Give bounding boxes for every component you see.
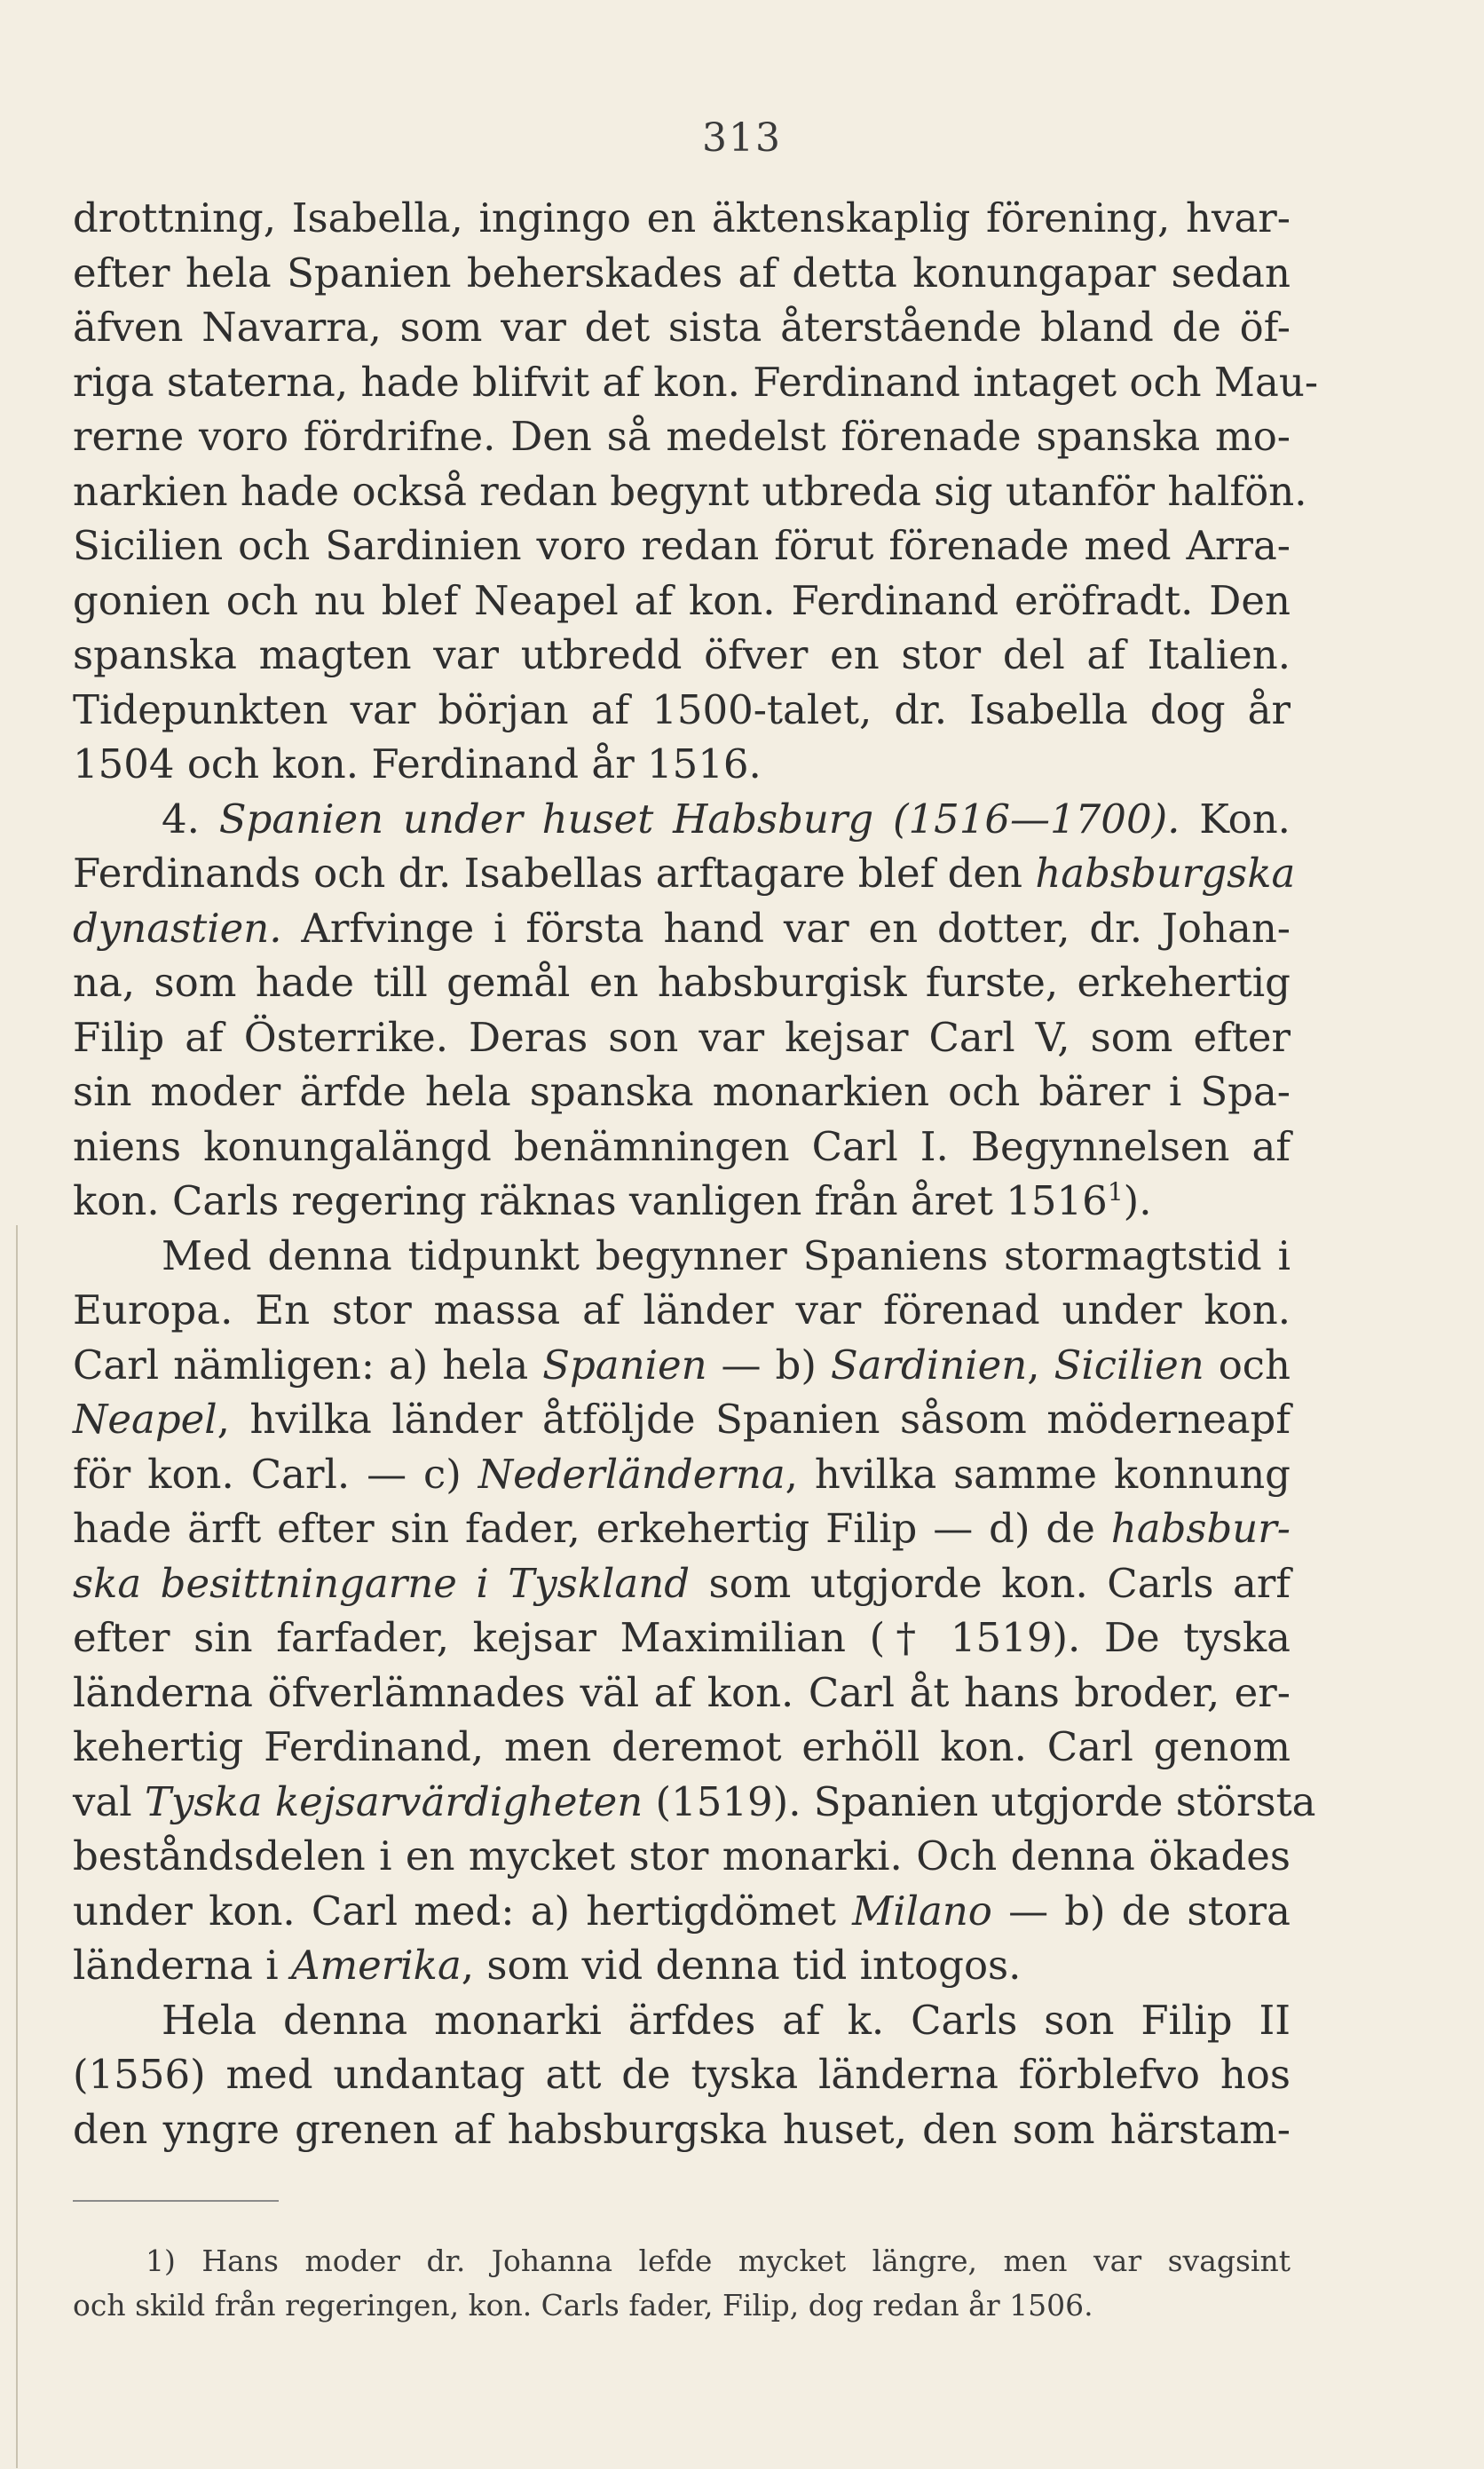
footnote-divider bbox=[73, 2200, 279, 2202]
text-run: , som vid denna tid intogos. bbox=[461, 1942, 1022, 1989]
text-line: Tidepunkten var början af 1500-talet, dr. Isabella dog år bbox=[73, 685, 1291, 733]
text-line bbox=[73, 1447, 1291, 1502]
text-run: Kon. bbox=[1180, 795, 1291, 843]
text-run: kon. Carls regering räknas vanligen från året 1516 bbox=[73, 1177, 1108, 1224]
text-line: Filip af Österrike. Deras son var kejsar Carl V, som efter bbox=[73, 1013, 1291, 1061]
text-line bbox=[73, 901, 1291, 956]
text-line bbox=[73, 1556, 1291, 1611]
text-line: Med denna tidpunkt begynner Spaniens stormagtstid i bbox=[162, 1231, 1291, 1279]
text-line bbox=[73, 1174, 1291, 1229]
emphasis: Sicilien bbox=[1054, 1341, 1204, 1389]
text-line: niens konungalängd benämningen Carl I. Begynnelsen af bbox=[73, 1122, 1291, 1170]
text-line bbox=[73, 1884, 1291, 1939]
text-run: ). bbox=[1123, 1177, 1152, 1224]
text-line: beståndsdelen i en mycket stor monarki. Och denna ökades bbox=[73, 1832, 1291, 1879]
text-line: Europa. En stor massa af länder var förenad under kon. bbox=[73, 1286, 1291, 1333]
footnote-line: 1) Hans moder dr. Johanna lefde mycket längre, men var svagsint bbox=[146, 2243, 1291, 2278]
text-line: Sicilien och Sardinien voro redan förut förenade med Arra- bbox=[73, 522, 1291, 569]
text-run: , hvilka samme konnung bbox=[785, 1450, 1291, 1498]
text-line: (1556) med undantag att de tyska länderna förblefvo hos bbox=[73, 2051, 1291, 2098]
text-run: hade ärft efter sin fader, erkehertig Filip — d) de bbox=[73, 1505, 1111, 1552]
footnote-marker: 1 bbox=[1107, 1177, 1124, 1207]
text-line: kehertig Ferdinand, men deremot erhöll kon. Carl genom bbox=[73, 1723, 1291, 1770]
text-run: (1519). Spanien utgjorde största bbox=[643, 1777, 1316, 1825]
text-run: under kon. Carl med: a) hertigdömet bbox=[73, 1887, 853, 1935]
text-run: som utgjorde kon. Carls arf bbox=[690, 1559, 1291, 1607]
footnote bbox=[73, 2239, 1291, 2328]
text-line: riga staterna, hade blifvit af kon. Ferdinand intaget och Mau- bbox=[73, 358, 1319, 406]
text-run: Ferdinands och dr. Isabellas arftagare blef den bbox=[73, 850, 1036, 897]
emphasis: Tyska kejsarvärdigheten bbox=[144, 1777, 643, 1825]
text-line: rerne voro fördrifne. Den så medelst förenade spanska mo- bbox=[73, 413, 1291, 460]
text-line: gonien och nu blef Neapel af kon. Ferdinand eröfradt. Den bbox=[73, 576, 1291, 624]
text-run: Arfvinge i första hand var en dotter, dr. Johan- bbox=[281, 904, 1291, 952]
text-run: — b) bbox=[706, 1341, 831, 1389]
text-line bbox=[73, 1338, 1291, 1393]
text-line: Hela denna monarki ärfdes af k. Carls son Filip II bbox=[162, 1996, 1291, 2044]
text-run: och bbox=[1204, 1341, 1291, 1389]
emphasis: Neapel bbox=[73, 1396, 217, 1443]
text-line: drottning, Isabella, ingingo en äktenskaplig förening, hvar- bbox=[73, 194, 1291, 241]
text-line bbox=[73, 1775, 1316, 1830]
text-run: — b) de stora bbox=[991, 1887, 1291, 1935]
text-line: länderna öfverlämnades väl af kon. Carl åt hans broder, er- bbox=[73, 1668, 1291, 1716]
emphasis: Milano bbox=[852, 1887, 992, 1935]
page-number: 313 bbox=[702, 115, 782, 161]
text-line: narkien hade också redan begynt utbreda sig utanför halfön. bbox=[73, 467, 1307, 515]
text-run: Carl nämligen: a) hela bbox=[73, 1341, 543, 1389]
body-text bbox=[73, 191, 1319, 2156]
emphasis: Sardinien bbox=[830, 1341, 1028, 1389]
text-line: den yngre grenen af habsburgska huset, den som härstam- bbox=[73, 2105, 1291, 2153]
text-line: efter hela Spanien beherskades af detta konungapar sedan bbox=[73, 249, 1291, 297]
emphasis: dynastien. bbox=[73, 904, 282, 952]
emphasis: ska besittningarne i Tyskland bbox=[73, 1559, 691, 1607]
text-line: efter sin farfader, kejsar Maximilian († 1519). De tyska bbox=[73, 1614, 1291, 1661]
text-line: na, som hade till gemål en habsburgisk furste, erkehertig bbox=[73, 959, 1291, 1006]
emphasis: habsbur- bbox=[1110, 1505, 1291, 1552]
section-heading: Spanien under huset Habsburg (1516—1700). bbox=[218, 795, 1180, 843]
emphasis: Amerika bbox=[290, 1942, 462, 1989]
text-line bbox=[73, 1392, 1291, 1447]
emphasis: Nederländerna bbox=[478, 1450, 785, 1498]
text-line: sin moder ärfde hela spanska monarkien och bärer i Spa- bbox=[73, 1068, 1291, 1115]
binding-shadow bbox=[16, 1225, 18, 2468]
text-line bbox=[73, 1501, 1291, 1556]
text-run: , bbox=[1027, 1341, 1054, 1389]
footnote-line: och skild från regeringen, kon. Carls fader, Filip, dog redan år 1506. bbox=[73, 2288, 1093, 2323]
text-line bbox=[73, 846, 1296, 901]
text-run: länderna i bbox=[73, 1942, 291, 1989]
text-line bbox=[73, 1938, 1291, 1993]
emphasis: habsburgska bbox=[1035, 850, 1296, 897]
section-heading-line bbox=[73, 792, 1291, 847]
text-run: för kon. Carl. — c) bbox=[73, 1450, 478, 1498]
emphasis: Spanien bbox=[542, 1341, 707, 1389]
text-line: äfven Navarra, som var det sista återstående bland de öf- bbox=[73, 304, 1291, 351]
text-run: , hvilka länder åtföljde Spanien såsom möderneарf bbox=[217, 1396, 1291, 1443]
text-run: 4. bbox=[162, 795, 219, 843]
text-line: spanska magten var utbredd öfver en stor del af Italien. bbox=[73, 631, 1291, 678]
text-run: val bbox=[73, 1777, 145, 1825]
text-line: 1504 och kon. Ferdinand år 1516. bbox=[73, 740, 762, 787]
